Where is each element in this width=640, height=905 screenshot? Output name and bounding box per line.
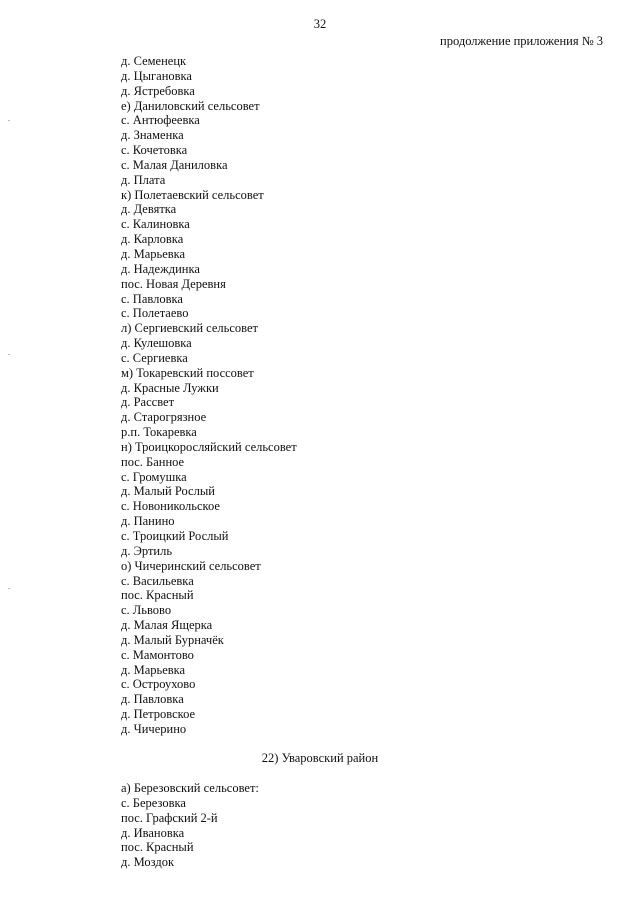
- list-item: с. Новоникольское: [121, 499, 220, 514]
- list-item: д. Плата: [121, 172, 166, 187]
- list-item: с. Львово: [121, 603, 172, 618]
- list-item: е) Даниловский сельсовет: [121, 98, 260, 113]
- list-item: д. Рассвет: [121, 395, 175, 410]
- list-item: с. Остроухово: [121, 677, 196, 692]
- list-item: д. Эртиль: [121, 543, 173, 558]
- list-item: с. Павловка: [121, 291, 183, 306]
- list-item: с. Мамонтово: [121, 647, 194, 662]
- settlement-list: [121, 54, 297, 737]
- appendix-note: продолжение приложения № 3: [440, 34, 603, 48]
- list-item: д. Кулешовка: [121, 336, 192, 351]
- list-item: к) Полетаевский сельсовет: [121, 187, 264, 202]
- list-item: о) Чичеринский сельсовет: [121, 558, 261, 573]
- list-item: р.п. Токаревка: [121, 425, 197, 440]
- list-item: пос. Красный: [121, 840, 194, 855]
- list-item: д. Надеждинка: [121, 261, 200, 276]
- list-item: с. Васильевка: [121, 573, 194, 588]
- list-item: д. Знаменка: [121, 128, 184, 143]
- list-item: д. Панино: [121, 514, 175, 529]
- list-item: с. Калиновка: [121, 217, 190, 232]
- list-item: с. Березовка: [121, 795, 186, 810]
- list-item: д. Петровское: [121, 707, 196, 722]
- list-item: д. Ястребовка: [121, 83, 195, 98]
- list-item: д. Цыгановка: [121, 68, 192, 83]
- list-item: пос. Графский 2-й: [121, 810, 218, 825]
- list-item: д. Карловка: [121, 232, 184, 247]
- list-item: д. Красные Лужки: [121, 380, 219, 395]
- list-item: с. Громушка: [121, 469, 187, 484]
- list-item: д. Павловка: [121, 692, 184, 707]
- scan-speck: [8, 588, 10, 589]
- list-item: м) Токаревский поссовет: [121, 365, 254, 380]
- list-item: н) Троицкоросляйский сельсовет: [121, 439, 297, 454]
- section-heading: 22) Уваровский район: [261, 751, 379, 765]
- scan-speck: [8, 354, 10, 355]
- uvarovsky-list: [121, 781, 259, 870]
- list-item: д. Марьевка: [121, 662, 186, 677]
- list-item: с. Малая Даниловка: [121, 157, 228, 172]
- list-item: пос. Красный: [121, 588, 194, 603]
- scan-speck: [8, 120, 10, 121]
- list-item: а) Березовский сельсовет:: [121, 781, 259, 795]
- list-item: пос. Банное: [121, 454, 185, 469]
- list-item: д. Девятка: [121, 202, 177, 217]
- list-item: д. Моздок: [121, 855, 175, 870]
- list-item: с. Троицкий Рослый: [121, 529, 229, 543]
- list-item: д. Старогрязное: [121, 410, 207, 425]
- list-item: пос. Новая Деревня: [121, 276, 226, 291]
- list-item: д. Чичерино: [121, 721, 187, 736]
- list-item: д. Малая Ящерка: [121, 618, 213, 633]
- list-item: с. Сергиевка: [121, 350, 188, 365]
- list-item: д. Семенецк: [121, 54, 187, 68]
- list-item: д. Ивановка: [121, 825, 185, 840]
- list-item: с. Полетаево: [121, 306, 189, 321]
- list-item: с. Кочетовка: [121, 143, 188, 158]
- list-item: д. Малый Рослый: [121, 484, 215, 499]
- list-item: д. Марьевка: [121, 246, 186, 261]
- list-item: л) Сергиевский сельсовет: [121, 321, 258, 336]
- list-item: д. Малый Бурначёк: [121, 632, 224, 647]
- page-number: 32: [313, 17, 327, 31]
- list-item: с. Антюфеевка: [121, 113, 200, 128]
